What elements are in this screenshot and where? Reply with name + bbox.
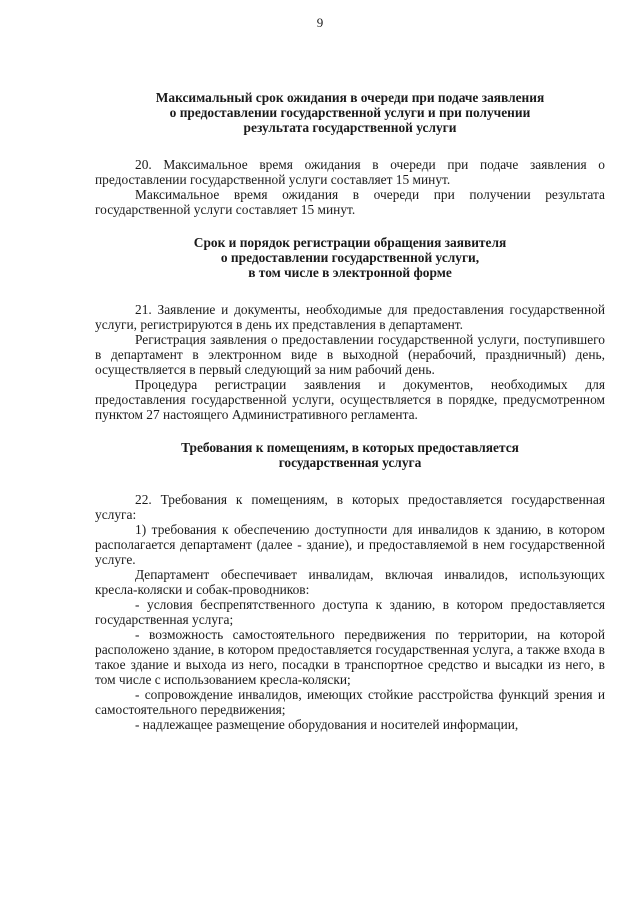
list-item: - сопровождение инвалидов, имеющих стойкие расстройства функций зрения и самостоятельного передвижения; [95,687,605,717]
list-item: - надлежащее размещение оборудования и носителей информации, [135,717,519,732]
section-heading [95,235,605,280]
paragraph: Процедура регистрации заявления и документов, необходимых для предоставления государственной услуги, осуществляется в порядке, предусмотренном пунктом 27 настоящего Административного регламента. [95,377,605,422]
section-premises-requirements [95,440,605,732]
section-registration [95,235,605,422]
heading-line: Максимальный срок ожидания в очереди при подаче заявления [155,90,545,105]
heading-line: о предоставлении государственной услуги и при получении [169,105,531,120]
heading-line: Срок и порядок регистрации обращения заявителя [193,235,507,250]
paragraph: 22. Требования к помещениям, в которых предоставляется государственная услуга: [95,492,605,522]
section-heading [95,440,605,470]
paragraph: Департамент обеспечивает инвалидам, включая инвалидов, использующих кресла-коляски и собак-проводников: [95,567,605,597]
document-body [95,90,605,732]
section-waiting-time [95,90,605,217]
paragraph: Регистрация заявления о предоставлении государственной услуги, поступившего в департамент в электронном виде в выходной (нерабочий, праздничный) день, осуществляется в первый следующий за ним рабочий день. [95,332,605,377]
heading-line: результата государственной услуги [243,120,457,135]
paragraph: 21. Заявление и документы, необходимые для предоставления государственной услуги, регистрируются в день их представления в департамент. [95,302,605,332]
list-item: - возможность самостоятельного передвижения по территории, на которой расположено здание, в котором предоставляется государственная услуга, а также входа в такое здание и выхода из него, посадки в транспортное средство и высадки из него, в том числе с использованием кресла-коляски; [95,627,605,687]
heading-line: в том числе в электронной форме [248,265,452,280]
list-item: - условия беспрепятственного доступа к зданию, в котором предоставляется государственная услуга; [95,597,605,627]
paragraph: Максимальное время ожидания в очереди при получении результата государственной услуги составляет 15 минут. [95,187,605,217]
section-heading [95,90,605,135]
heading-line: о предоставлении государственной услуги, [220,250,480,265]
paragraph: 1) требования к обеспечению доступности для инвалидов к зданию, в котором располагается департамент (далее - здание), и предоставляемой в нем государственной услуге. [95,522,605,567]
heading-line: государственная услуга [278,455,422,470]
heading-line: Требования к помещениям, в которых предоставляется [181,440,519,455]
paragraph: 20. Максимальное время ожидания в очереди при подаче заявления о предоставлении государственной услуги составляет 15 минут. [95,157,605,187]
page-number: 9 [316,15,324,30]
